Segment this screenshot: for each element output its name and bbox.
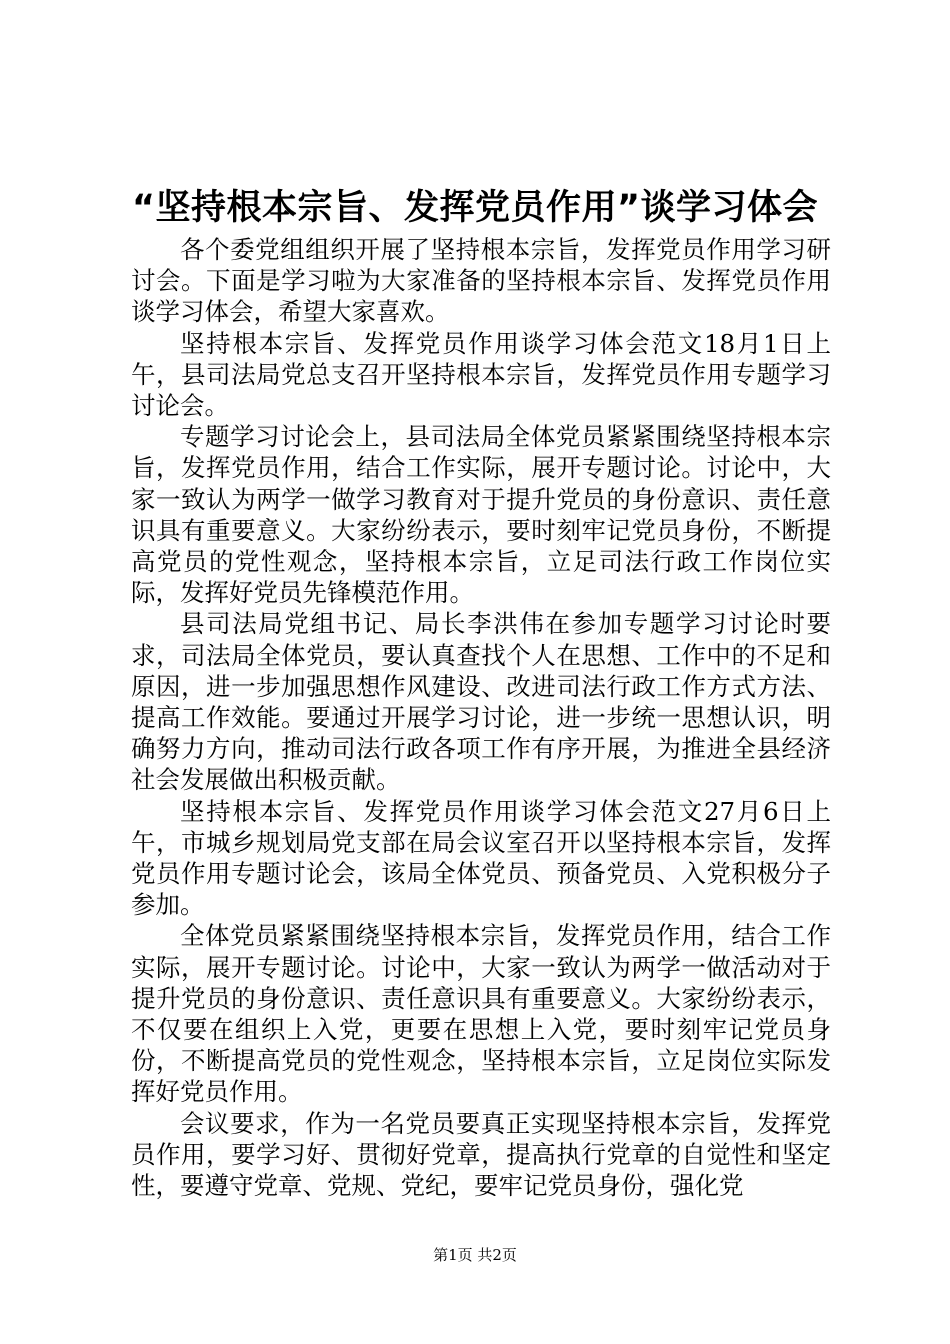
document-title: “坚持根本宗旨、发挥党员作用”谈学习体会 xyxy=(131,188,818,228)
paragraph-meeting-requirements: 会议要求，作为一名党员要真正实现坚持根本宗旨，发挥党员作用，要学习好、贯彻好党章，提高执行党章的自觉性和坚定性，要遵守党章、党规、党纪，要牢记党员身份，强化党 xyxy=(131,1108,831,1201)
document-body xyxy=(131,234,831,1201)
paragraph-sample-2: 坚持根本宗旨、发挥党员作用谈学习体会范文27月6日上午，市城乡规划局党支部在局会议室召开以坚持根本宗旨，发挥党员作用专题讨论会，该局全体党员、预备党员、入党积极分子参加。 xyxy=(131,796,831,920)
paragraph-members-discussion: 全体党员紧紧围绕坚持根本宗旨，发挥党员作用，结合工作实际，展开专题讨论。讨论中，大家一致认为两学一做活动对于提升党员的身份意识、责任意识具有重要意义。大家纷纷表示，不仅要在组织上入党，更要在思想上入党，要时刻牢记党员身份，不断提高党员的党性观念，坚持根本宗旨，立足岗位实际发挥好党员作用。 xyxy=(131,921,831,1107)
page-footer: 第1页 共2页 xyxy=(433,1246,517,1264)
paragraph-discussion: 专题学习讨论会上，县司法局全体党员紧紧围绕坚持根本宗旨，发挥党员作用，结合工作实际，展开专题讨论。讨论中，大家一致认为两学一做学习教育对于提升党员的身份意识、责任意识具有重要意义。大家纷纷表示，要时刻牢记党员身份，不断提高党员的党性观念，坚持根本宗旨，立足司法行政工作岗位实际，发挥好党员先锋模范作用。 xyxy=(131,422,831,608)
paragraph-intro: 各个委党组组织开展了坚持根本宗旨，发挥党员作用学习研讨会。下面是学习啦为大家准备的坚持根本宗旨、发挥党员作用谈学习体会，希望大家喜欢。 xyxy=(131,235,831,327)
paragraph-sample-1: 坚持根本宗旨、发挥党员作用谈学习体会范文18月1日上午，县司法局党总支召开坚持根本宗旨，发挥党员作用专题学习讨论会。 xyxy=(131,328,831,421)
paragraph-requirements: 县司法局党组书记、局长李洪伟在参加专题学习讨论时要求，司法局全体党员，要认真查找个人在思想、工作中的不足和原因，进一步加强思想作风建设、改进司法行政工作方式方法、提高工作效能。要通过开展学习讨论，进一步统一思想认识，明确努力方向，推动司法行政各项工作有序开展，为推进全县经济社会发展做出积极贡献。 xyxy=(131,609,831,795)
